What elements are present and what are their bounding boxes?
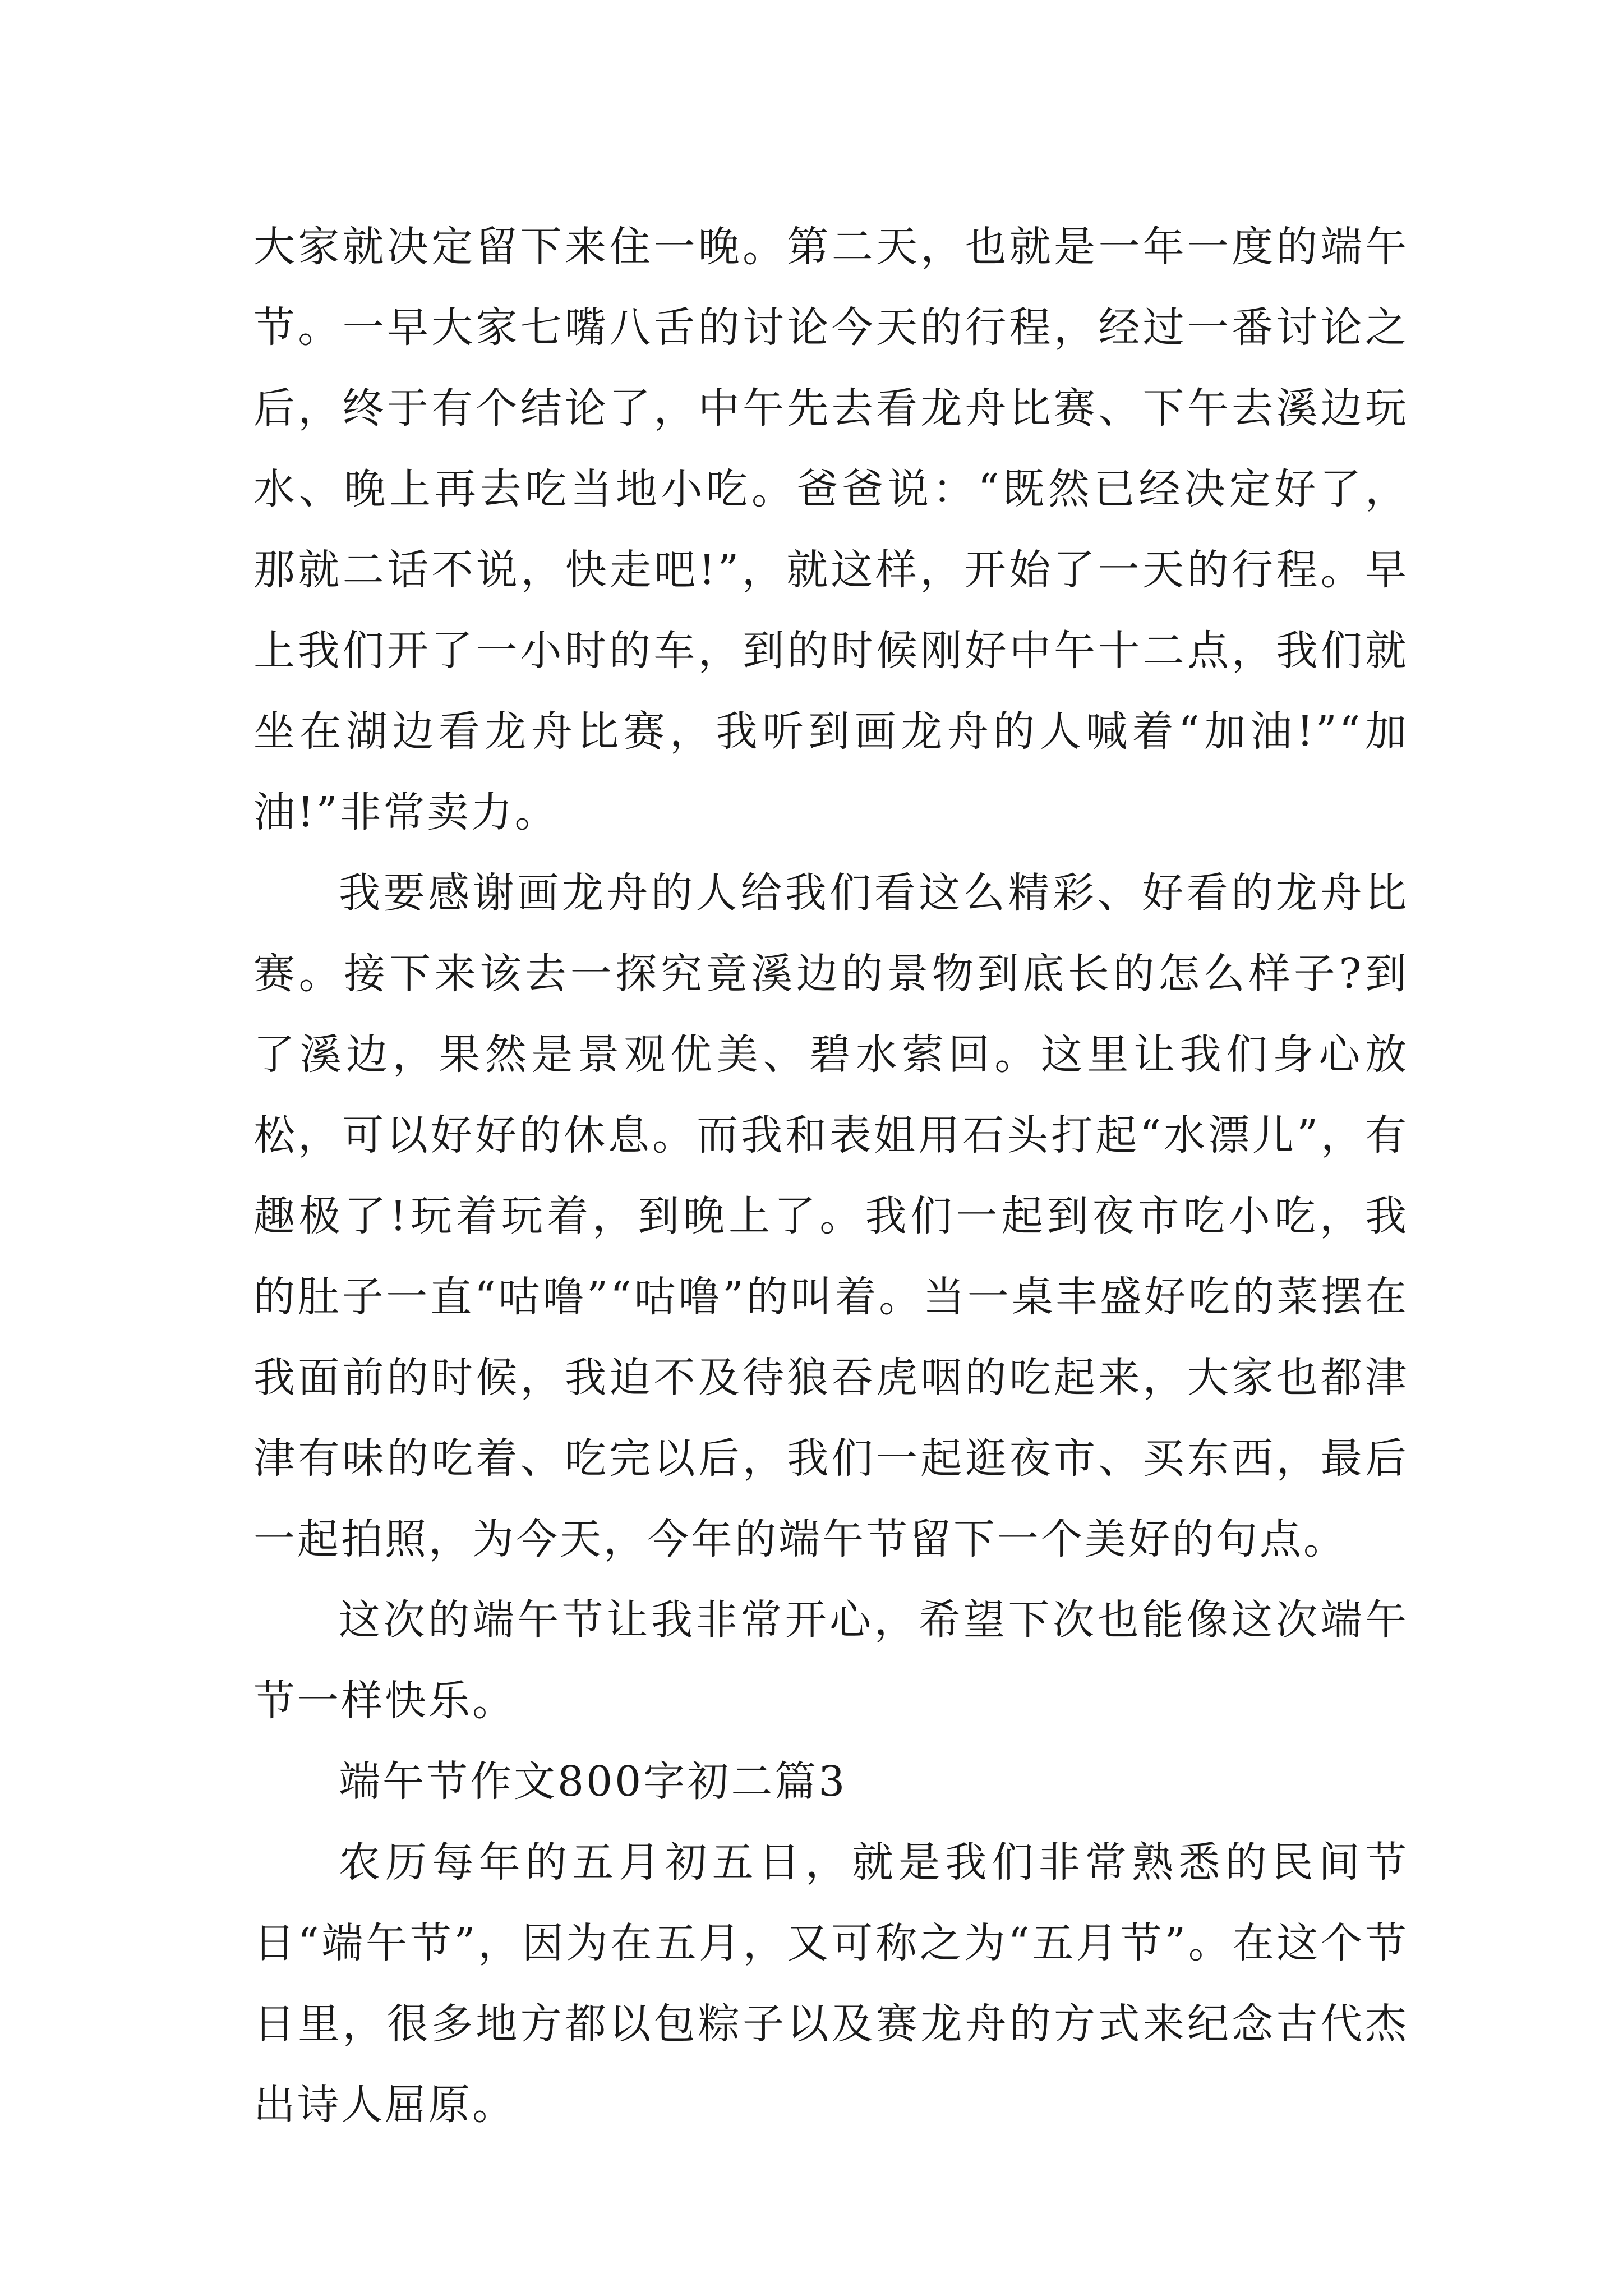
paragraph-continued: 大家就决定留下来住一晚。第二天，也就是一年一度的端午节。一早大家七嘴八舌的讨论今天的行程，经过一番讨论之后，终于有个结论了，中午先去看龙舟比赛、下午去溪边玩水、晚上再去吃当地小吃。爸爸说：“既然已经决定好了，那就二话不说，快走吧!”，就这样，开始了一天的行程。早上我们开了一小时的车，到的时候刚好中午十二点，我们就坐在湖边看龙舟比赛，我听到画龙舟的人喊着“加油!”“加油!”非常卖力。 [253, 223, 1409, 836]
section-heading: 端午节作文800字初二篇3 [339, 1757, 847, 1806]
paragraph-conclusion: 这次的端午节让我非常开心，希望下次也能像这次端午节一样快乐。 [253, 1596, 1409, 1725]
paragraph-essay-3-intro: 农历每年的五月初五日，就是我们非常熟悉的民间节日“端午节”，因为在五月，又可称之为“五月节”。在这个节日里，很多地方都以包粽子以及赛龙舟的方式来纪念古代杰出诗人屈原。 [253, 1838, 1409, 2129]
document-body [253, 206, 1409, 2145]
paragraph-thanks-dragon-boat: 我要感谢画龙舟的人给我们看这么精彩、好看的龙舟比赛。接下来该去一探究竟溪边的景物到底长的怎么样子?到了溪边，果然是景观优美、碧水萦回。这里让我们身心放松，可以好好的休息。而我和表姐用石头打起“水漂儿”，有趣极了!玩着玩着，到晚上了。我们一起到夜市吃小吃，我的肚子一直“咕噜”“咕噜”的叫着。当一桌丰盛好吃的菜摆在我面前的时候，我迫不及待狼吞虎咽的吃起来，大家也都津津有味的吃着、吃完以后，我们一起逛夜市、买东西，最后一起拍照，为今天，今年的端午节留下一个美好的句点。 [253, 869, 1409, 1563]
